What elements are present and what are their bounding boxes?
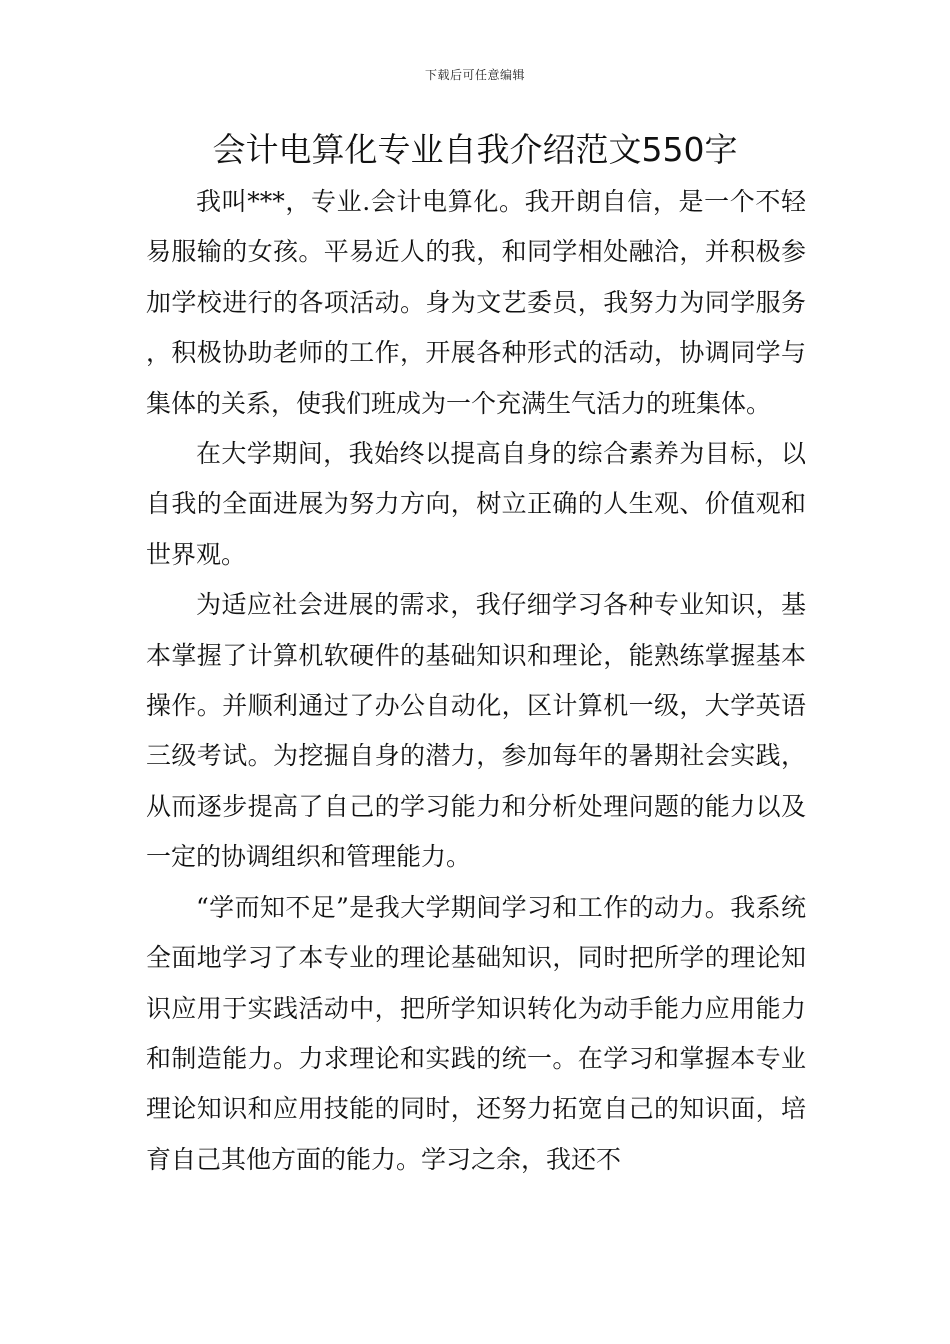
paragraph-2: 在大学期间，我始终以提高自身的综合素养为目标，以自我的全面进展为努力方向，树立正确的人生观、价值观和世界观。 — [146, 439, 806, 569]
paragraph-3: 为适应社会进展的需求，我仔细学习各种专业知识，基本掌握了计算机软硬件的基础知识和理论，能熟练掌握基本操作。并顺利通过了办公自动化，区计算机一级，大学英语三级考试。为挖掘自身的潜力，参加每年的暑期社会实践，从而逐步提高了自己的学习能力和分析处理问题的能力以及一定的协调组织和管理能力。 — [146, 590, 806, 872]
paragraph-4: “学而知不足”是我大学期间学习和工作的动力。我系统全面地学习了本专业的理论基础知识，同时把所学的理论知识应用于实践活动中，把所学知识转化为动手能力应用能力和制造能力。力求理论和实践的统一。在学习和掌握本专业理论知识和应用技能的同时，还努力拓宽自己的知识面，培育自己其他方面的能力。学习之余，我还不 — [146, 892, 806, 1174]
document-title: 会计电算化专业自我介绍范文550字 — [212, 130, 738, 169]
header-note: 下载后可任意编辑 — [424, 68, 525, 82]
document-body — [146, 177, 806, 1185]
paragraph-1: 我叫***，专业.会计电算化。我开朗自信，是一个不轻易服输的女孩。平易近人的我，和同学相处融洽，并积极参加学校进行的各项活动。身为文艺委员，我努力为同学服务，积极协助老师的工作，开展各种形式的活动，协调同学与集体的关系，使我们班成为一个充满生气活力的班集体。 — [146, 187, 806, 418]
